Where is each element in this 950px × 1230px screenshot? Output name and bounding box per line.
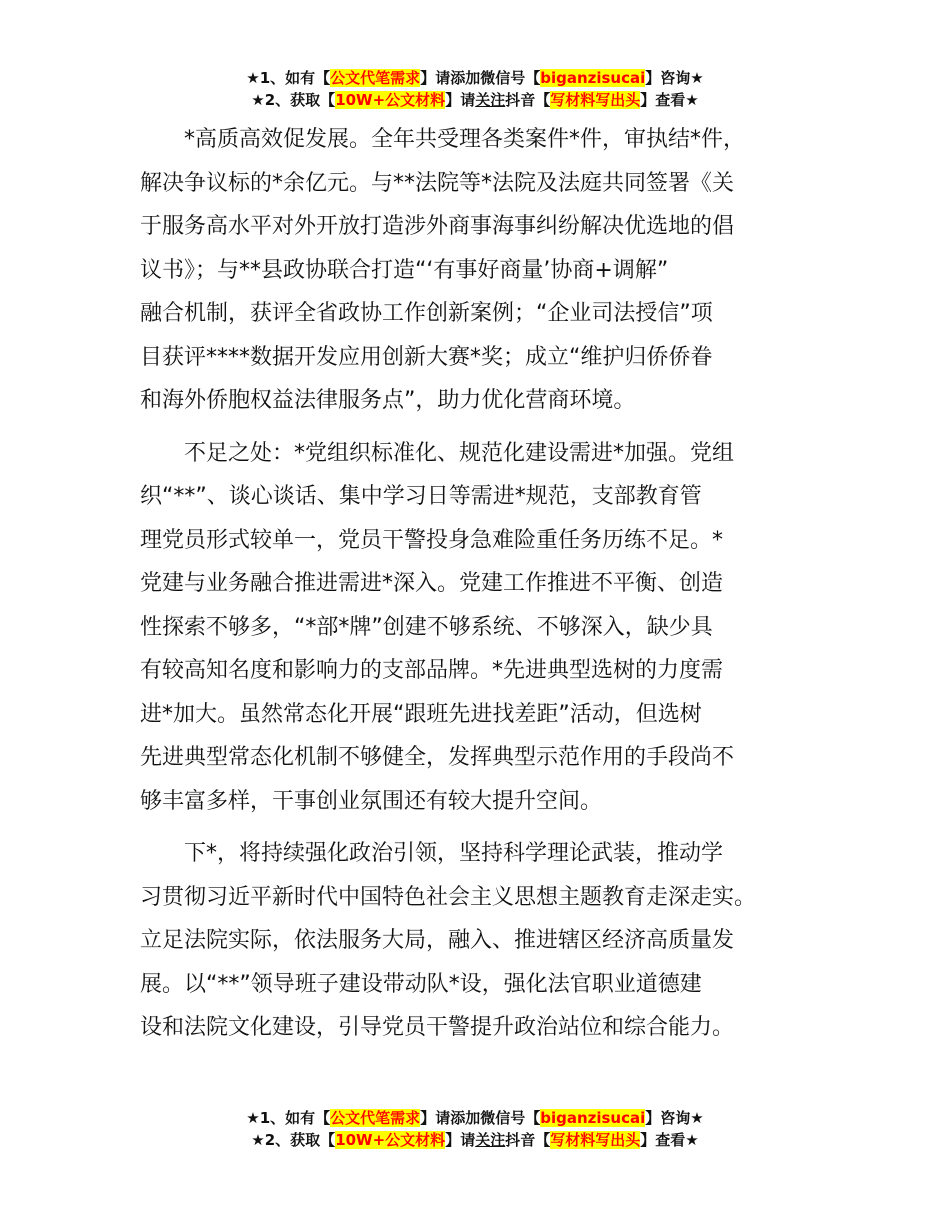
banner-highlight-service: 公文代笔需求: [330, 69, 421, 87]
text-line: 目获评****数据开发应用创新大赛*奖；成立“维护归侨侨眷: [140, 344, 713, 370]
paragraph-next-steps: [140, 832, 840, 1050]
text-line: 解决争议标的*余亿元。与**法院等*法院及法庭共同签署《关: [140, 170, 735, 196]
text-line: 够丰富多样，干事创业氛围还有较大提升空间。: [140, 788, 603, 814]
text-line: 习贯彻习近平新时代中国特色社会主义思想主题教育走深走实。: [140, 884, 757, 910]
banner-highlight-account: 写材料写出头: [550, 1131, 641, 1149]
banner-highlight-materials: 10W+公文材料: [335, 1131, 446, 1149]
banner-text: ★1、如有【: [246, 1109, 331, 1127]
text-line: 立足法院实际，依法服务大局，融入、推进辖区经济高质量发: [140, 928, 735, 953]
text-line: 展。以“**”领导班子建设带动队*设，强化法官职业道德建: [140, 971, 702, 997]
banner-line-2: [0, 89, 950, 111]
banner-text: ★2、获取【: [251, 91, 336, 109]
text-line: 于服务高水平对外开放打造涉外商事海事纠纷解决优选地的倡: [140, 214, 735, 239]
banner-text: 】请: [445, 1131, 476, 1149]
banner-text: 】请添加微信号【: [420, 69, 541, 87]
banner-text: 抖音【: [505, 91, 551, 109]
text-line: 织“**”、谈心谈话、集中学习日等需进*规范，支部教育管: [140, 484, 702, 509]
banner-line-2: [0, 1129, 950, 1151]
text-line: 理党员形式较单一，党员干警投身急难险重任务历练不足。*: [140, 527, 724, 553]
header-banner: [0, 67, 950, 111]
banner-line-1: [0, 1107, 950, 1129]
banner-text: 】查看★: [640, 1131, 699, 1149]
paragraph-development: [140, 118, 840, 423]
text-line: 议书》；与**县政协联合打造“‘有事好商量’协商+调解”: [140, 257, 669, 283]
banner-text: 】查看★: [640, 91, 699, 109]
banner-highlight-wechat: biganzisucai: [540, 1109, 646, 1127]
text-line: 有较高知名度和影响力的支部品牌。*先进典型选树的力度需: [140, 658, 724, 683]
banner-text: 】咨询★: [645, 1109, 704, 1127]
text-line: 下*，将持续强化政治引领，坚持科学理论武装，推动学: [184, 841, 724, 866]
banner-highlight-service: 公文代笔需求: [330, 1109, 421, 1127]
banner-text: 】请: [445, 91, 476, 109]
text-line: 设和法院文化建设，引导党员干警提升政治站位和综合能力。: [140, 1015, 735, 1040]
footer-banner: [0, 1107, 950, 1151]
text-line: 融合机制，获评全省政协工作创新案例；“企业司法授信”项: [140, 301, 713, 326]
banner-follow-text: 关注: [475, 1131, 506, 1149]
text-line: 党建与业务融合推进需进*深入。党建工作推进不平衡、创造: [140, 571, 724, 596]
text-line: *高质高效促发展。全年共受理各类案件*件，审执结*件，: [184, 127, 746, 152]
banner-text: ★2、获取【: [251, 1131, 336, 1149]
banner-text: 】咨询★: [645, 69, 704, 87]
text-line: 性探索不够多，“*部*牌”创建不够系统、不够深入，缺少具: [140, 614, 713, 640]
text-line: 和海外侨胞权益法律服务点”，助力优化营商环境。: [140, 388, 636, 413]
banner-text: 抖音【: [505, 1131, 551, 1149]
banner-follow-text: 关注: [475, 91, 506, 109]
text-line: 先进典型常态化机制不够健全，发挥典型示范作用的手段尚不: [140, 745, 735, 770]
paragraph-shortcomings: [140, 432, 840, 824]
banner-text: 】请添加微信号【: [420, 1109, 541, 1127]
text-line: 进*加大。虽然常态化开展“跟班先进找差距”活动，但选树: [140, 701, 702, 727]
banner-highlight-account: 写材料写出头: [550, 91, 641, 109]
banner-text: ★1、如有【: [246, 69, 331, 87]
banner-highlight-materials: 10W+公文材料: [335, 91, 446, 109]
banner-highlight-wechat: biganzisucai: [540, 69, 646, 87]
text-line: 不足之处：*党组织标准化、规范化建设需进*加强。党组: [184, 440, 735, 466]
document-body: [140, 118, 840, 1050]
banner-line-1: [0, 67, 950, 89]
